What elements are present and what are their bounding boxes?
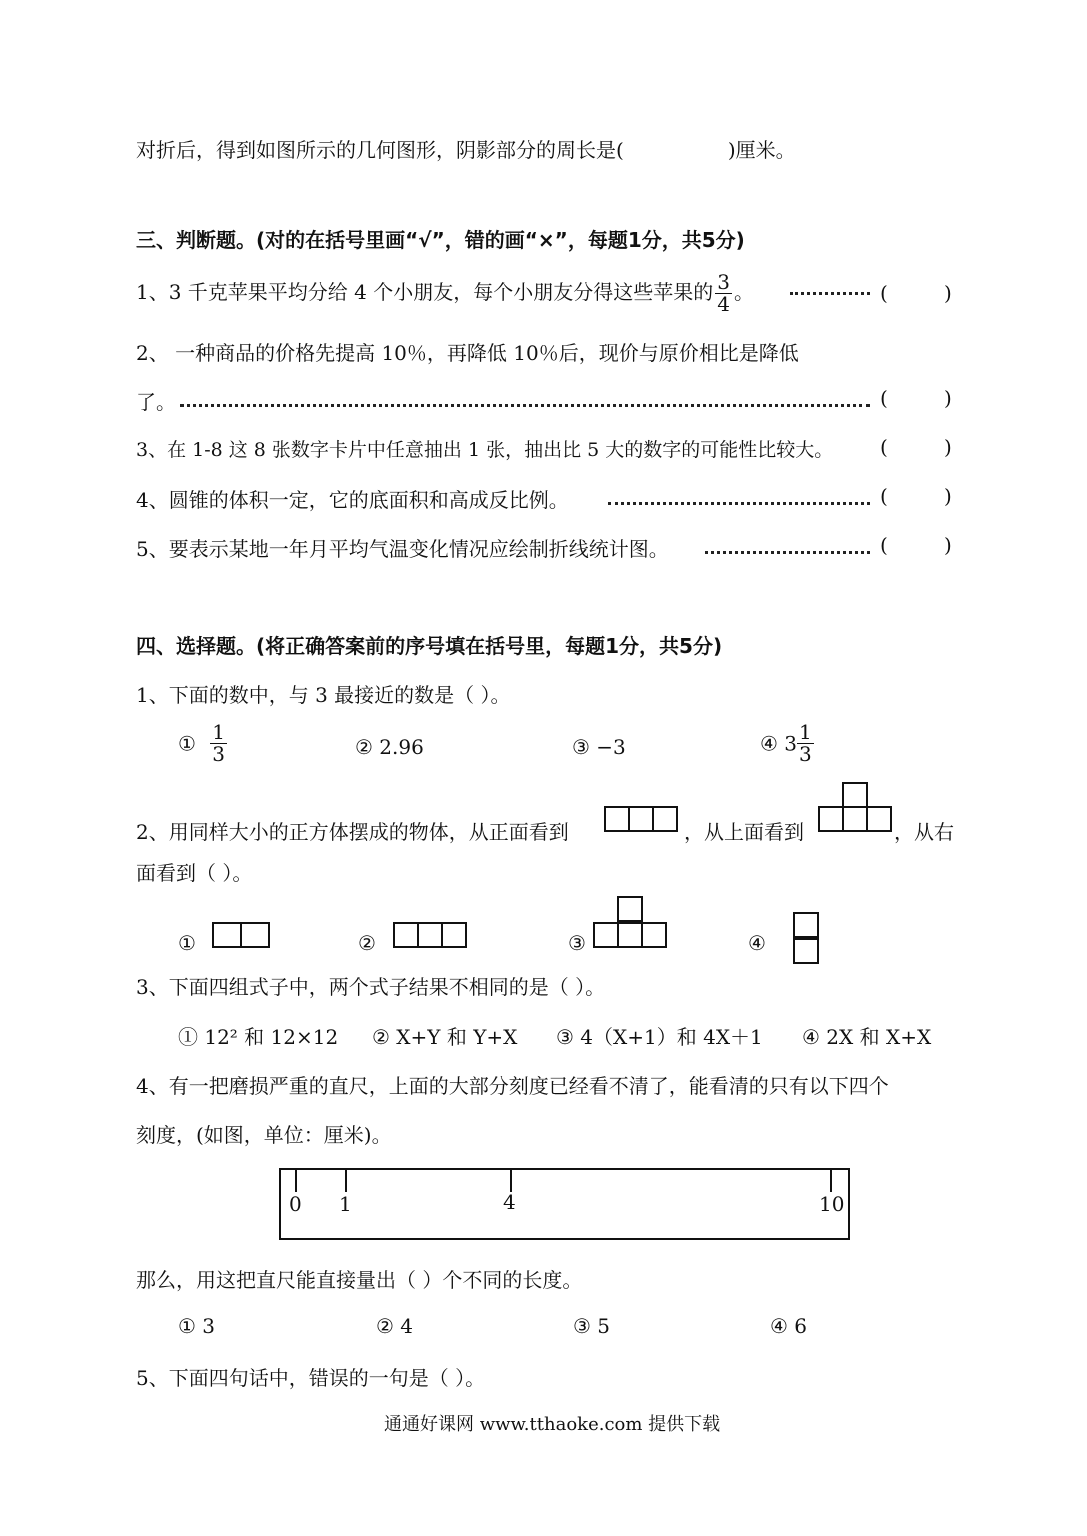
- judge-q2-line2: 了。: [136, 390, 176, 414]
- bracket-close: ): [944, 533, 952, 557]
- frac-den: 4: [717, 292, 730, 316]
- bracket-open: (: [880, 435, 888, 459]
- option-mark: ①: [178, 731, 196, 756]
- bracket-open: (: [880, 281, 888, 305]
- choice-q3-opt2[interactable]: ② X+Y 和 Y+X: [372, 1025, 518, 1049]
- choice-q4-line3: 那么，用这把直尺能直接量出（ ）个不同的长度。: [136, 1268, 583, 1292]
- judge-q2-line1: 2、 一种商品的价格先提高 10％，再降低 10％后，现价与原价相比是降低: [136, 341, 799, 365]
- bracket-open: (: [880, 386, 888, 410]
- judge-q4-answer[interactable]: [888, 482, 942, 508]
- choice-q1-opt3[interactable]: ③ −3: [572, 735, 626, 759]
- choice-q4-opt2[interactable]: ② 4: [376, 1314, 414, 1338]
- section3-title: 三、判断题。(对的在括号里画“√”，错的画“×”，每题1分，共5分): [136, 228, 745, 252]
- choice-q4-opt3[interactable]: ③ 5: [573, 1314, 611, 1338]
- choice-q2-opt3-figure[interactable]: [593, 896, 673, 950]
- choice-q2-text-b: ，从上面看到: [684, 820, 804, 844]
- choice-q2-opt1-label[interactable]: ①: [178, 931, 196, 955]
- leader-dots: [705, 551, 870, 554]
- choice-q4-line1: 4、有一把磨损严重的直尺，上面的大部分刻度已经看不清了，能看清的只有以下四个: [136, 1074, 889, 1098]
- ruler-label-4: 4: [503, 1190, 516, 1214]
- judge-q3: 3、在 1-8 这 8 张数字卡片中任意抽出 1 张，抽出比 5 大的数字的可能性比较大。: [136, 439, 834, 461]
- choice-q1: 1、下面的数中，与 3 最接近的数是（ ）。: [136, 683, 511, 707]
- choice-q2-opt2-label[interactable]: ②: [358, 931, 376, 955]
- frac-den: 3: [799, 742, 812, 766]
- fraction-1-3: [797, 722, 814, 765]
- section4-title: 四、选择题。(将正确答案前的序号填在括号里，每题1分，共5分): [136, 634, 723, 658]
- choice-q2-text-a: 2、用同样大小的正方体摆成的物体，从正面看到: [136, 820, 569, 844]
- choice-q4-opt4[interactable]: ④ 6: [770, 1314, 808, 1338]
- bracket-close: ): [944, 386, 952, 410]
- choice-q2-opt3-label[interactable]: ③: [568, 931, 586, 955]
- bracket-open: (: [880, 484, 888, 508]
- judge-q3-answer[interactable]: [888, 433, 942, 459]
- choice-q3-opt4[interactable]: ④ 2X 和 X+X: [802, 1025, 932, 1049]
- fraction-1-3: [210, 722, 227, 765]
- ruler-label-10: 10: [819, 1192, 845, 1216]
- choice-q1-opt4[interactable]: [760, 722, 814, 765]
- page-footer: 通通好课网 www.tthaoke.com 提供下载: [384, 1414, 721, 1435]
- judge-q5: 5、要表示某地一年月平均气温变化情况应绘制折线统计图。: [136, 537, 669, 561]
- judge-q5-answer[interactable]: [888, 531, 942, 557]
- top-view-figure: [818, 782, 894, 834]
- choice-q2-opt2-figure[interactable]: [393, 922, 467, 953]
- choice-q4-opt1[interactable]: ① 3: [178, 1314, 216, 1338]
- choice-q2-opt1-figure[interactable]: [212, 922, 270, 953]
- leader-dots: [180, 404, 870, 407]
- ruler-tick: [295, 1170, 297, 1192]
- intro-text-b: )厘米。: [727, 138, 796, 162]
- option-mark: ④ 3: [760, 731, 798, 756]
- leader-dots: [608, 502, 870, 505]
- bracket-close: ): [944, 484, 952, 508]
- ruler-figure: [279, 1168, 850, 1240]
- judge-q4: 4、圆锥的体积一定，它的底面积和高成反比例。: [136, 488, 569, 512]
- frac-num: 1: [212, 720, 226, 744]
- choice-q3-opt1[interactable]: ① 12² 和 12×12: [178, 1025, 339, 1049]
- choice-q5: 5、下面四句话中，错误的一句是（ ）。: [136, 1366, 486, 1390]
- ruler-label-1: 1: [339, 1192, 352, 1216]
- frac-num: 3: [717, 270, 730, 294]
- front-view-figure: [604, 806, 678, 837]
- bracket-open: (: [880, 533, 888, 557]
- choice-q2-opt4-label[interactable]: ④: [748, 931, 766, 955]
- ruler-tick: [510, 1170, 512, 1192]
- bracket-close: ): [944, 281, 952, 305]
- choice-q2-text-c: ，从右: [894, 820, 954, 844]
- ruler-label-0: 0: [289, 1192, 302, 1216]
- judge-q1-answer[interactable]: [888, 279, 942, 305]
- judge-q1: [136, 272, 754, 315]
- choice-q1-opt1[interactable]: [178, 722, 227, 765]
- ruler-tick: [345, 1170, 347, 1192]
- choice-q2-opt4-figure[interactable]: [793, 912, 821, 968]
- judge-q2-answer[interactable]: [888, 384, 942, 410]
- frac-num: 1: [799, 720, 812, 744]
- judge-q1-text: 1、3 千克苹果平均分给 4 个小朋友，每个小朋友分得这些苹果的: [136, 280, 714, 304]
- choice-q4-line2: 刻度，(如图，单位：厘米)。: [136, 1123, 392, 1147]
- frac-den: 3: [212, 742, 226, 766]
- leader-dots: [790, 292, 870, 295]
- intro-text-a: 对折后，得到如图所示的几何图形，阴影部分的周长是(: [136, 138, 624, 162]
- fraction-3-4: [715, 272, 732, 315]
- choice-q3-opt3[interactable]: ③ 4（X+1）和 4X＋1: [556, 1025, 763, 1049]
- ruler-tick: [830, 1170, 832, 1192]
- intro-text: [136, 134, 796, 163]
- choice-q2-line2: 面看到（ ）。: [136, 861, 253, 885]
- choice-q1-opt2[interactable]: ② 2.96: [355, 735, 424, 759]
- judge-q1-tail: 。: [733, 280, 754, 304]
- choice-q3: 3、下面四组式子中，两个式子结果不相同的是（ ）。: [136, 975, 606, 999]
- bracket-close: ): [944, 435, 952, 459]
